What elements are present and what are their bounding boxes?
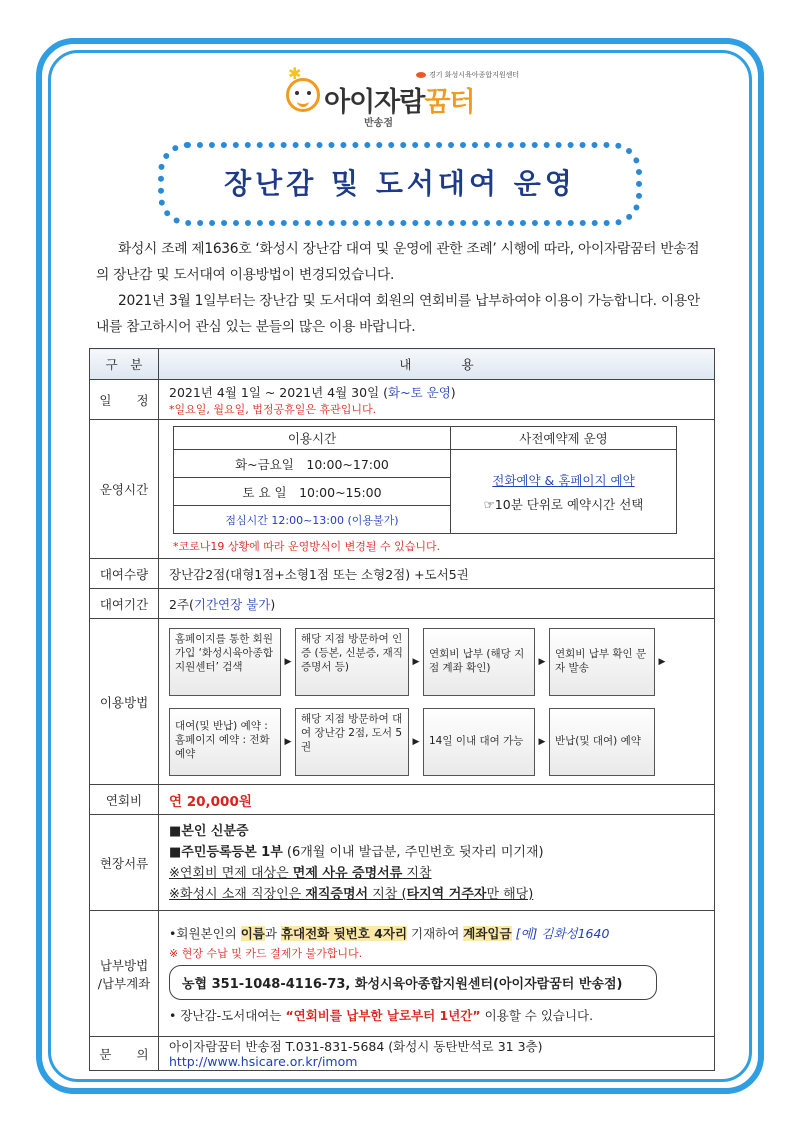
usage-label: 이용방법 xyxy=(90,619,159,785)
flow-step: 해당 지점 방문하여 인증 (등본, 신분증, 재직증명서 등) xyxy=(295,628,409,696)
flow-row-2 xyxy=(169,708,704,776)
header-category: 구 분 xyxy=(90,349,159,380)
arrow-right-icon: ▶ xyxy=(412,656,420,667)
schedule-note: *일요일, 월요일, 법정공휴일은 휴관입니다. xyxy=(169,402,377,416)
hours-content xyxy=(159,420,715,559)
flow-step: 반납(및 대여) 예약 xyxy=(549,708,655,776)
row-schedule xyxy=(90,380,715,420)
contact-content: 아이자람꿈터 반송점 T.031-831-5684 (화성시 동탄반석로 31 3층) http://www.hsicare.or.kr/imom xyxy=(159,1037,715,1071)
star-icon: ✱ xyxy=(288,64,302,83)
docs-label: 현장서류 xyxy=(90,815,159,911)
flow-step: 대여(및 반납) 예약 : 홈페이지 예약 : 전화 예약 xyxy=(169,708,281,776)
schedule-label: 일 정 xyxy=(90,380,159,420)
flow-step: 홈페이지를 통한 회원 가입 ‘화성시육아종합지원센터’ 검색 xyxy=(169,628,281,696)
flow-step: 해당 지점 방문하여 대여 장난감 2점, 도서 5권 xyxy=(295,708,409,776)
table-header-row xyxy=(90,349,715,380)
row-duration xyxy=(90,589,715,619)
usage-content xyxy=(159,619,715,785)
docs-content: ■본인 신분증 ■주민등록등본 1부 (6개월 이내 발급분, 주민번호 뒷자리 미기재) ※연회비 면제 대상은 면제 사유 증명서류 지참 ※화성시 소재 직장인은 재직증명서 지참 (타지역 거주자만 해당) xyxy=(159,815,715,911)
hours-label: 운영시간 xyxy=(90,420,159,559)
account-box: 농협 351-1048-4116-73, 화성시육아종합지원센터(아이자람꿈터 반송점) xyxy=(169,965,657,1000)
flow-step: 연회비 납부 (해당 지점 계좌 확인) xyxy=(423,628,535,696)
row-quantity xyxy=(90,559,715,589)
hours-saturday: 토 요 일 10:00~15:00 xyxy=(174,478,451,506)
hours-note: *코로나19 상황에 따라 운영방식이 변경될 수 있습니다. xyxy=(173,540,441,553)
child-face-icon xyxy=(286,78,320,112)
reservation-info: 전화예약 & 홈페이지 예약 ☞10분 단위로 예약시간 선택 xyxy=(451,450,677,534)
row-hours xyxy=(90,420,715,559)
logo-center: 경기 화성시육아종합지원센터 xyxy=(416,70,519,80)
info-table xyxy=(89,348,715,1071)
quantity-value: 장난감2점(대형1점+소형1점 또는 소형2점) +도서5권 xyxy=(159,559,715,589)
row-contact xyxy=(90,1037,715,1071)
intro-paragraph-1: 화성시 조례 제1636호 ‘화성시 장난감 대여 및 운영에 관한 조례’ 시행에 따라, 아이자람꿈터 반송점의 장난감 및 도서대여 이용방법이 변경되었습니다. xyxy=(96,241,700,283)
fee-label: 연회비 xyxy=(90,785,159,815)
flow-step: 14일 이내 대여 가능 xyxy=(423,708,535,776)
fee-value: 연 20,000원 xyxy=(159,785,715,815)
title-box xyxy=(158,142,642,226)
row-payment xyxy=(90,911,715,1037)
row-fee xyxy=(90,785,715,815)
row-usage xyxy=(90,619,715,785)
hours-weekday: 화~금요일 10:00~17:00 xyxy=(174,450,451,478)
arrow-right-icon: ▶ xyxy=(412,736,420,747)
intro-text xyxy=(96,236,706,340)
contact-label: 문 의 xyxy=(90,1037,159,1071)
arrow-right-icon: ▶ xyxy=(658,656,666,667)
logo xyxy=(282,66,522,130)
duration-value: 2주(기간연장 불가) xyxy=(159,589,715,619)
payment-content: •회원본인의 이름과 휴대전화 뒷번호 4자리 기재하여 계좌입금 [예] 김화성1640 ※ 현장 수납 및 카드 결제가 불가합니다. 농협 351-1048-4116-73, 화성시육아종합지원센터(아이자람꿈터 반송점) • 장난감-도서대여는 “연회비를 납부한 날로부터 1년간” 이용할 수 있습니다. xyxy=(159,911,715,1037)
intro-paragraph-2: 2021년 3월 1일부터는 장난감 및 도서대여 회원의 연회비를 납부하여야 이용이 가능합니다. 이용안내를 참고하시어 관심 있는 분들의 많은 이용 바랍니다. xyxy=(96,293,700,335)
quantity-label: 대여수량 xyxy=(90,559,159,589)
page-title: 장난감 및 도서대여 운영 xyxy=(224,167,576,200)
row-docs xyxy=(90,815,715,911)
arrow-right-icon: ▶ xyxy=(538,656,546,667)
schedule-content: 2021년 4월 1일 ~ 2021년 4월 30일 (화~토 운영) *일요일, 월요일, 법정공휴일은 휴관입니다. xyxy=(159,380,715,420)
hours-lunch: 점심시간 12:00~13:00 (이용불가) xyxy=(174,506,451,534)
flow-row-1 xyxy=(169,628,704,696)
contact-link[interactable]: http://www.hsicare.or.kr/imom xyxy=(169,1053,358,1069)
header-content: 내 용 xyxy=(159,349,715,380)
hours-table: 이용시간 사전예약제 운영 화~금요일 10:00~17:00 전화예약 & 홈페이지 예약 ☞10분 단위로 예약시간 선택 토 요 일 10:00~15:00 점심시간 12:00~13:00 (이용불가) xyxy=(173,426,677,534)
arrow-right-icon: ▶ xyxy=(284,656,292,667)
arrow-right-icon: ▶ xyxy=(538,736,546,747)
logo-branch: 반송점 xyxy=(364,118,393,129)
flow-step: 연회비 납부 확인 문자 발송 xyxy=(549,628,655,696)
arrow-right-icon: ▶ xyxy=(284,736,292,747)
payment-label: 납부방법 /납부계좌 xyxy=(90,911,159,1037)
logo-name: 아이자람꿈터 xyxy=(324,87,475,118)
duration-label: 대여기간 xyxy=(90,589,159,619)
